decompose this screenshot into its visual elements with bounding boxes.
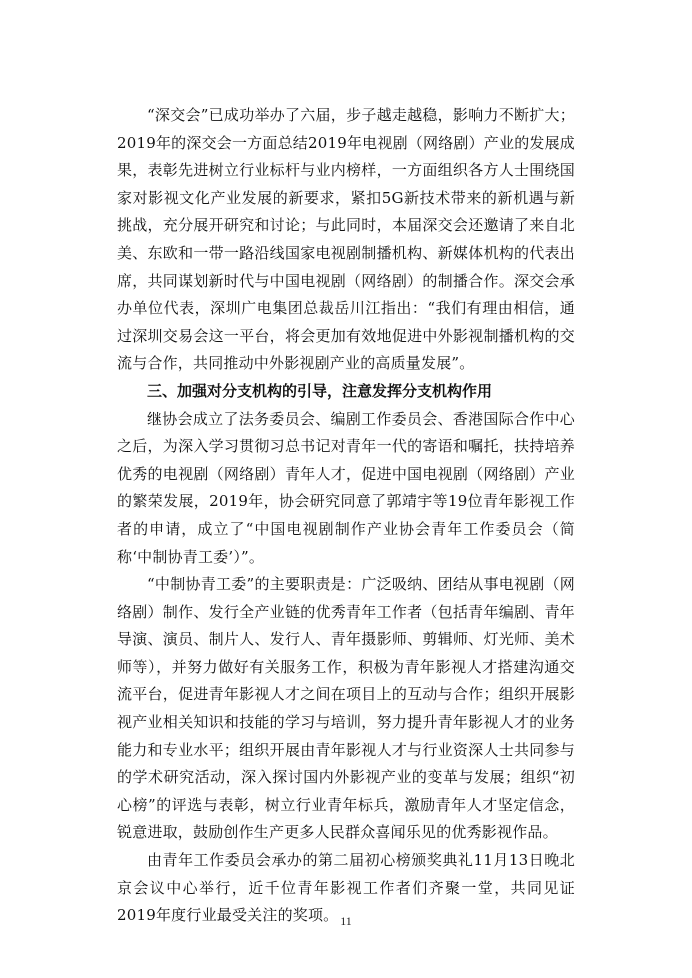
document-page bbox=[117, 102, 575, 930]
body-paragraph: 由青年工作委员会承办的第二届初心榜颁奖典礼11月13日晚北京会议中心举行，近千位青年影视工作者们齐聚一堂，共同见证2019年度行业最受关注的奖项。 bbox=[117, 851, 575, 925]
body-paragraph: 继协会成立了法务委员会、编剧工作委员会、香港国际合作中心之后，为深入学习贯彻习总书记对青年一代的寄语和嘱托，扶持培养优秀的电视剧（网络剧）青年人才，促进中国电视剧（网络剧）产业的繁荣发展，2019年，协会研究同意了郭靖宇等19位青年影视工作者的申请，成立了“中国电视剧制作产业协会青年工作委员会（简称‘中制协青工委’）”。 bbox=[117, 409, 575, 566]
page-number: 11 bbox=[340, 914, 352, 928]
section-heading: 三、加强对分支机构的引导，注意发挥分支机构作用 bbox=[147, 381, 493, 400]
body-paragraph: “中制协青工委”的主要职责是：广泛吸纳、团结从事电视剧（网络剧）制作、发行全产业链的优秀青年工作者（包括青年编剧、青年导演、演员、制片人、发行人、青年摄影师、剪辑师、灯光师、美术师等），并努力做好有关服务工作，积极为青年影视人才搭建沟通交流平台，促进青年影视人才之间在项目上的互动与合作；组织开展影视产业相关知识和技能的学习与培训，努力提升青年影视人才的业务能力和专业水平；组织开展由青年影视人才与行业资深人士共同参与的学术研究活动，深入探讨国内外影视产业的变革与发展；组织“初心榜”的评选与表彰，树立行业青年标兵，激励青年人才坚定信念，锐意进取，鼓励创作生产更多人民群众喜闻乐见的优秀影视作品。 bbox=[117, 575, 575, 842]
body-paragraph: “深交会”已成功举办了六届，步子越走越稳，影响力不断扩大；2019年的深交会一方面总结2019年电视剧（网络剧）产业的发展成果，表彰先进树立行业标杆与业内榜样，一方面组织各方人士围绕国家对影视文化产业发展的新要求，紧扣5G新技术带来的新机遇与新挑战，充分展开研究和讨论；与此同时，本届深交会还邀请了来自北美、东欧和一带一路沿线国家电视剧制播机构、新媒体机构的代表出席，共同谋划新时代与中国电视剧（网络剧）的制播合作。深交会承办单位代表，深圳广电集团总裁岳川江指出：“我们有理由相信，通过深圳交易会这一平台，将会更加有效地促进中外影视制播机构的交流与合作，共同推动中外影视剧产业的高质量发展”。 bbox=[117, 106, 575, 373]
